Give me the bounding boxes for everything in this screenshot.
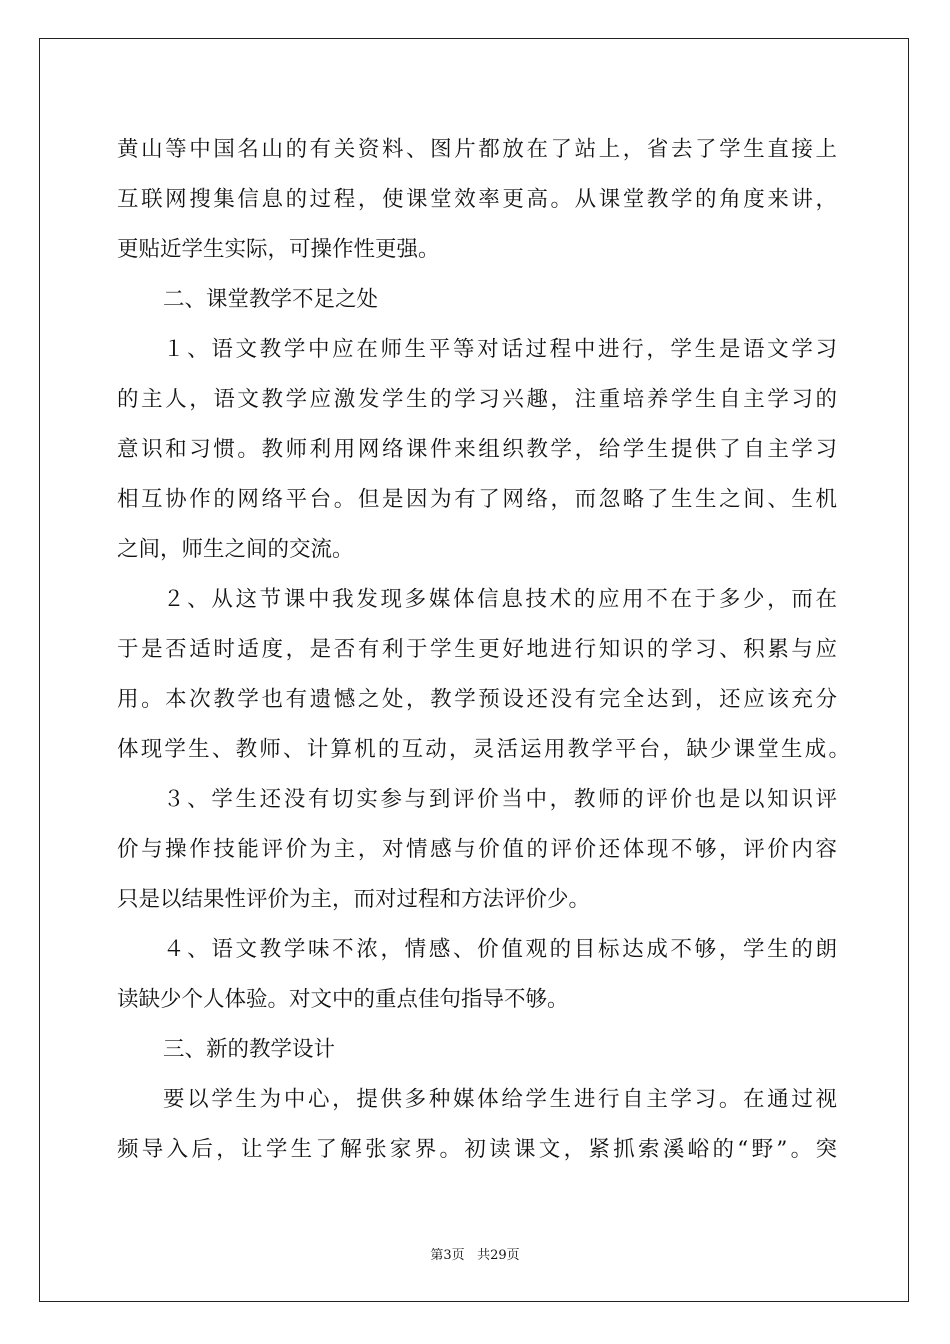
body-line: 于是否适时适度，是否有利于学生更好地进行知识的学习、积累与应 bbox=[117, 637, 837, 662]
body-line: 价与操作技能评价为主，对情感与价值的评价还体现不够，评价内容 bbox=[117, 837, 837, 862]
body-line: 体现学生、教师、计算机的互动，灵活运用教学平台，缺少课堂生成。 bbox=[117, 737, 850, 762]
paragraph-first-line: １、语文教学中应在师生平等对话过程中进行，学生是语文学习 bbox=[163, 337, 837, 362]
body-line: 意识和习惯。教师利用网络课件来组织教学，给学生提供了自主学习 bbox=[117, 437, 837, 462]
body-line: 互联网搜集信息的过程，使课堂效率更高。从课堂教学的角度来讲， bbox=[117, 187, 837, 212]
body-line: 用。本次教学也有遗憾之处，教学预设还没有完全达到，还应该充分 bbox=[117, 687, 837, 712]
paragraph-first-line: ４、语文教学味不浓，情感、价值观的目标达成不够，学生的朗 bbox=[163, 937, 837, 962]
body-line: 相互协作的网络平台。但是因为有了网络，而忽略了生生之间、生机 bbox=[117, 487, 837, 512]
section-heading: 三、新的教学设计 bbox=[163, 1037, 336, 1062]
body-line: 之间，师生之间的交流。 bbox=[117, 537, 354, 562]
section-heading: 二、课堂教学不足之处 bbox=[163, 287, 379, 312]
body-line: 更贴近学生实际，可操作性更强。 bbox=[117, 237, 440, 262]
body-line: 黄山等中国名山的有关资料、图片都放在了站上，省去了学生直接上 bbox=[117, 137, 837, 162]
paragraph-first-line: ２、从这节课中我发现多媒体信息技术的应用不在于多少，而在 bbox=[163, 587, 837, 612]
page-footer bbox=[0, 1244, 950, 1263]
body-line: 读缺少个人体验。对文中的重点佳句指导不够。 bbox=[117, 987, 569, 1012]
page-total: 共29页 bbox=[477, 1248, 520, 1263]
paragraph-first-line: ３、学生还没有切实参与到评价当中，教师的评价也是以知识评 bbox=[163, 787, 837, 812]
body-line: 频导入后，让学生了解张家界。初读课文，紧抓索溪峪的“野”。突 bbox=[117, 1137, 837, 1162]
page-number: 第3页 bbox=[430, 1248, 465, 1263]
body-line: 的主人，语文教学应激发学生的学习兴趣，注重培养学生自主学习的 bbox=[117, 387, 837, 412]
body-line: 只是以结果性评价为主，而对过程和方法评价少。 bbox=[117, 887, 591, 912]
paragraph-first-line: 要以学生为中心，提供多种媒体给学生进行自主学习。在通过视 bbox=[163, 1087, 837, 1112]
